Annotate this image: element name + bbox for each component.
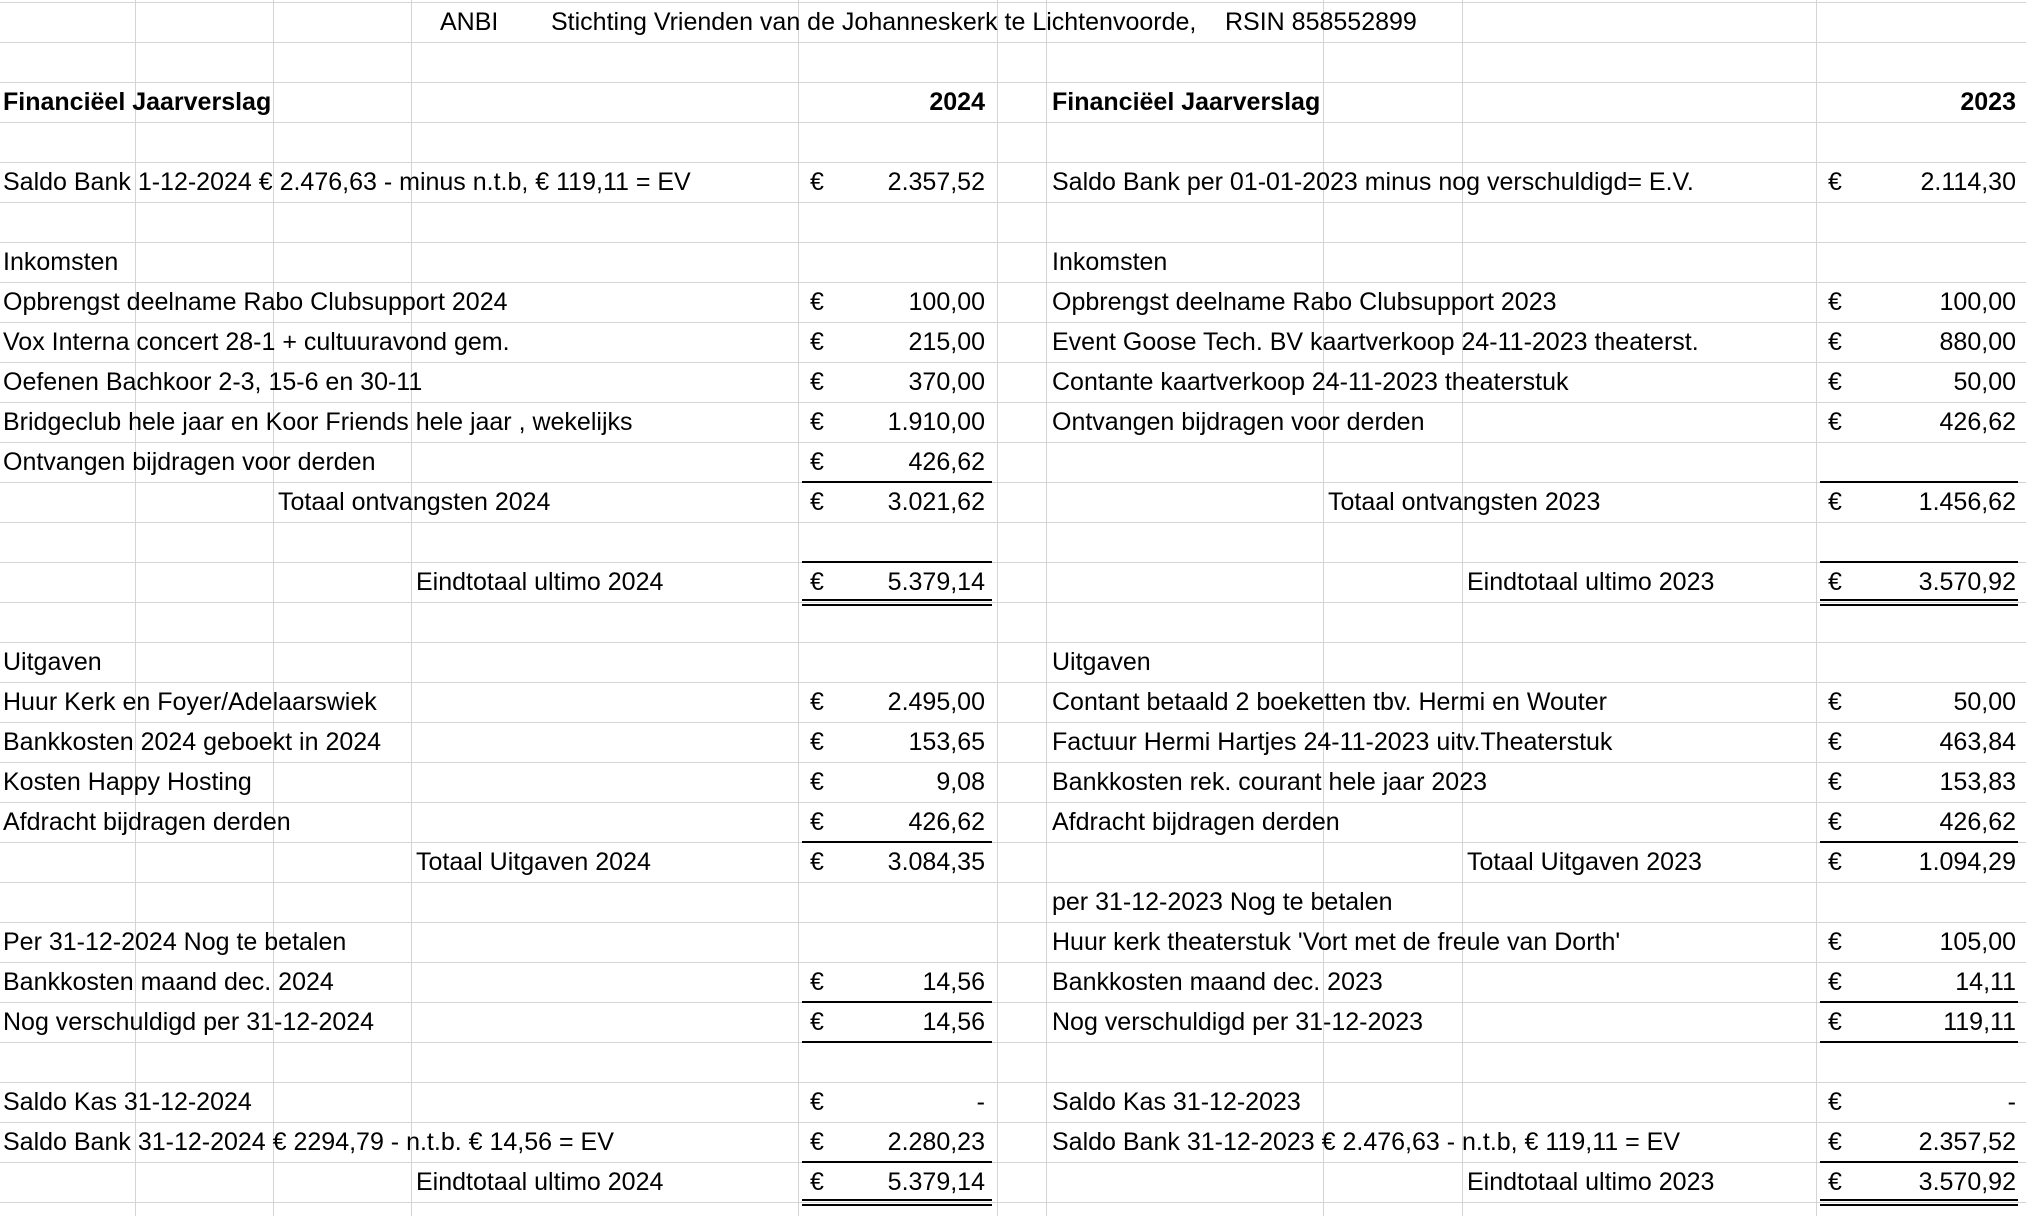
payable-heading: per 31-12-2023 Nog te betalen [1052,888,1393,916]
grand-total-2-label: Eindtotaal ultimo 2024 [416,1168,664,1196]
grid-row-line [0,802,2026,803]
euro-sign: € [810,328,824,356]
report-heading: Financiëel Jaarverslag [1052,88,1321,116]
grid-row-line [0,602,2026,603]
grid-row-line [0,762,2026,763]
bank-balance-label: Saldo Bank 31-12-2023 € 2.476,63 - n.t.b, € 119,11 = EV [1052,1128,1681,1156]
euro-sign: € [810,408,824,436]
payable-total-label: Nog verschuldigd per 31-12-2024 [3,1008,375,1036]
payable-item-amount: 14,56 [922,968,985,996]
income-heading: Inkomsten [3,248,119,276]
expense-item-label: Kosten Happy Hosting [3,768,252,796]
grand-total-2-amount: 5.379,14 [887,1168,985,1196]
euro-sign: € [810,1128,824,1156]
euro-sign: € [1828,1088,1842,1116]
euro-sign: € [1828,488,1842,516]
income-total-label: Totaal ontvangsten 2023 [1328,488,1601,516]
expense-item-label: Bankkosten 2024 geboekt in 2024 [3,728,382,756]
expense-total-amount: 1.094,29 [1918,848,2016,876]
euro-sign: € [1828,808,1842,836]
foundation-title: Stichting Vrienden van de Johanneskerk te Lichtenvoorde, [551,8,1197,36]
grid-row-line [0,642,2026,643]
euro-sign: € [810,1008,824,1036]
euro-sign: € [810,728,824,756]
report-heading: Financiëel Jaarverslag [3,88,272,116]
income-total-label: Totaal ontvangsten 2024 [278,488,551,516]
euro-sign: € [810,968,824,996]
income-item-label: Ontvangen bijdragen voor derden [3,448,376,476]
report-year: 2023 [1960,88,2016,116]
grid-row-line [0,1202,2026,1203]
euro-sign: € [810,1088,824,1116]
grid-row-line [0,842,2026,843]
expense-item-label: Huur Kerk en Foyer/Adelaarswiek [3,688,377,716]
expense-item-label: Afdracht bijdragen derden [3,808,291,836]
payable-total-label: Nog verschuldigd per 31-12-2023 [1052,1008,1424,1036]
income-heading: Inkomsten [1052,248,1168,276]
bank-balance-label: Saldo Bank 31-12-2024 € 2294,79 - n.t.b. € 14,56 = EV [3,1128,614,1156]
grand-total-double-rule [802,599,992,606]
expense-item-amount: 153,83 [1939,768,2016,796]
bank-balance-amount: 2.357,52 [1918,1128,2016,1156]
payable-total-amount: 119,11 [1943,1008,2016,1036]
grid-row-line [0,122,2026,123]
euro-sign: € [1828,1168,1842,1196]
opening-balance-label: Saldo Bank 1-12-2024 € 2.476,63 - minus n.t.b, € 119,11 = EV [3,168,691,196]
grand-total-1-label: Eindtotaal ultimo 2024 [416,568,664,596]
euro-sign: € [1828,848,1842,876]
euro-sign: € [810,808,824,836]
expense-item-amount: 426,62 [1939,808,2016,836]
income-item-amount: 50,00 [1953,368,2016,396]
income-item-label: Bridgeclub hele jaar en Koor Friends hele jaar , wekelijks [3,408,633,436]
grid-row-line [0,42,2026,43]
euro-sign: € [1828,568,1842,596]
income-item-label: Vox Interna concert 28-1 + cultuuravond gem. [3,328,510,356]
payable-item-label: Huur kerk theaterstuk 'Vort met de freule van Dorth' [1052,928,1621,956]
grid-column-line [1816,0,1817,1216]
payable-item-label: Bankkosten maand dec. 2024 [3,968,334,996]
expense-item-label: Bankkosten rek. courant hele jaar 2023 [1052,768,1487,796]
final-total-double-rule [1820,1199,2018,1206]
euro-sign: € [810,368,824,396]
euro-sign: € [1828,368,1842,396]
euro-sign: € [1828,1008,1842,1036]
payable-item-label: Bankkosten maand dec. 2023 [1052,968,1383,996]
opening-balance-amount: 2.357,52 [887,168,985,196]
income-item-amount: 880,00 [1939,328,2016,356]
euro-sign: € [810,1168,824,1196]
euro-sign: € [1828,1128,1842,1156]
grid-row-line [0,242,2026,243]
expense-item-amount: 153,65 [908,728,985,756]
cash-balance-amount: - [2007,1088,2016,1116]
final-total-double-rule [802,1199,992,1206]
grid-row-line [0,82,2026,83]
cash-balance-label: Saldo Kas 31-12-2024 [3,1088,252,1116]
expense-total-label: Totaal Uitgaven 2023 [1467,848,1702,876]
euro-sign: € [1828,688,1842,716]
grand-total-2-label: Eindtotaal ultimo 2023 [1467,1168,1715,1196]
expense-item-label: Factuur Hermi Hartjes 24-11-2023 uitv.Theaterstuk [1052,728,1613,756]
euro-sign: € [1828,288,1842,316]
euro-sign: € [1828,728,1842,756]
income-item-label: Event Goose Tech. BV kaartverkoop 24-11-2023 theaterst. [1052,328,1699,356]
income-total-amount: 3.021,62 [887,488,985,516]
euro-sign: € [810,568,824,596]
payable-heading: Per 31-12-2024 Nog te betalen [3,928,347,956]
euro-sign: € [810,688,824,716]
expense-item-label: Afdracht bijdragen derden [1052,808,1340,836]
expense-item-amount: 9,08 [936,768,985,796]
grand-total-1-amount: 5.379,14 [887,568,985,596]
grid-row-line [0,562,2026,563]
grid-row-line [0,522,2026,523]
income-item-amount: 426,62 [1939,408,2016,436]
expense-item-label: Contant betaald 2 boeketten tbv. Hermi en Wouter [1052,688,1607,716]
euro-sign: € [810,848,824,876]
expense-heading: Uitgaven [3,648,102,676]
euro-sign: € [1828,408,1842,436]
euro-sign: € [1828,968,1842,996]
income-item-label: Oefenen Bachkoor 2-3, 15-6 en 30-11 [3,368,423,396]
euro-sign: € [810,288,824,316]
grid-row-line [0,882,2026,883]
expense-heading: Uitgaven [1052,648,1151,676]
cash-balance-amount: - [976,1088,985,1116]
income-item-amount: 100,00 [1939,288,2016,316]
income-item-amount: 1.910,00 [887,408,985,436]
euro-sign: € [810,168,824,196]
grand-total-2-amount: 3.570,92 [1918,1168,2016,1196]
grand-total-1-amount: 3.570,92 [1918,568,2016,596]
expense-total-label: Totaal Uitgaven 2024 [416,848,651,876]
euro-sign: € [810,768,824,796]
income-item-amount: 100,00 [908,288,985,316]
bank-balance-amount: 2.280,23 [887,1128,985,1156]
income-item-label: Contante kaartverkoop 24-11-2023 theaterstuk [1052,368,1569,396]
grid-column-line [798,0,799,1216]
grid-column-line [1046,0,1047,1216]
grid-row-line [0,1042,2026,1043]
anbi-label: ANBI [440,8,499,36]
grid-row-line [0,1082,2026,1083]
opening-balance-amount: 2.114,30 [1920,168,2016,196]
opening-balance-label: Saldo Bank per 01-01-2023 minus nog verschuldigd= E.V. [1052,168,1694,196]
report-year: 2024 [929,88,985,116]
payable-item-amount: 14,11 [1955,968,2016,996]
euro-sign: € [1828,168,1842,196]
expense-item-amount: 50,00 [1953,688,2016,716]
income-item-amount: 215,00 [908,328,985,356]
grid-row-line [0,202,2026,203]
income-item-amount: 370,00 [908,368,985,396]
payable-total-amount: 14,56 [922,1008,985,1036]
expense-total-amount: 3.084,35 [887,848,985,876]
income-item-label: Opbrengst deelname Rabo Clubsupport 2024 [3,288,508,316]
euro-sign: € [810,488,824,516]
rsin-number: RSIN 858552899 [1225,8,1417,36]
euro-sign: € [1828,928,1842,956]
income-item-amount: 426,62 [908,448,985,476]
expense-item-amount: 463,84 [1939,728,2016,756]
payable-total-rule [1820,1041,2018,1043]
payable-total-rule [802,1041,992,1043]
grand-total-1-label: Eindtotaal ultimo 2023 [1467,568,1715,596]
grid-column-line [997,0,998,1216]
payable-item-amount: 105,00 [1939,928,2016,956]
income-item-label: Opbrengst deelname Rabo Clubsupport 2023 [1052,288,1557,316]
grand-total-double-rule [1820,599,2018,606]
income-total-amount: 1.456,62 [1918,488,2016,516]
expense-item-amount: 426,62 [908,808,985,836]
grid-row-line [0,1162,2026,1163]
euro-sign: € [1828,328,1842,356]
expense-item-amount: 2.495,00 [887,688,985,716]
euro-sign: € [1828,768,1842,796]
income-item-label: Ontvangen bijdragen voor derden [1052,408,1425,436]
cash-balance-label: Saldo Kas 31-12-2023 [1052,1088,1301,1116]
euro-sign: € [810,448,824,476]
